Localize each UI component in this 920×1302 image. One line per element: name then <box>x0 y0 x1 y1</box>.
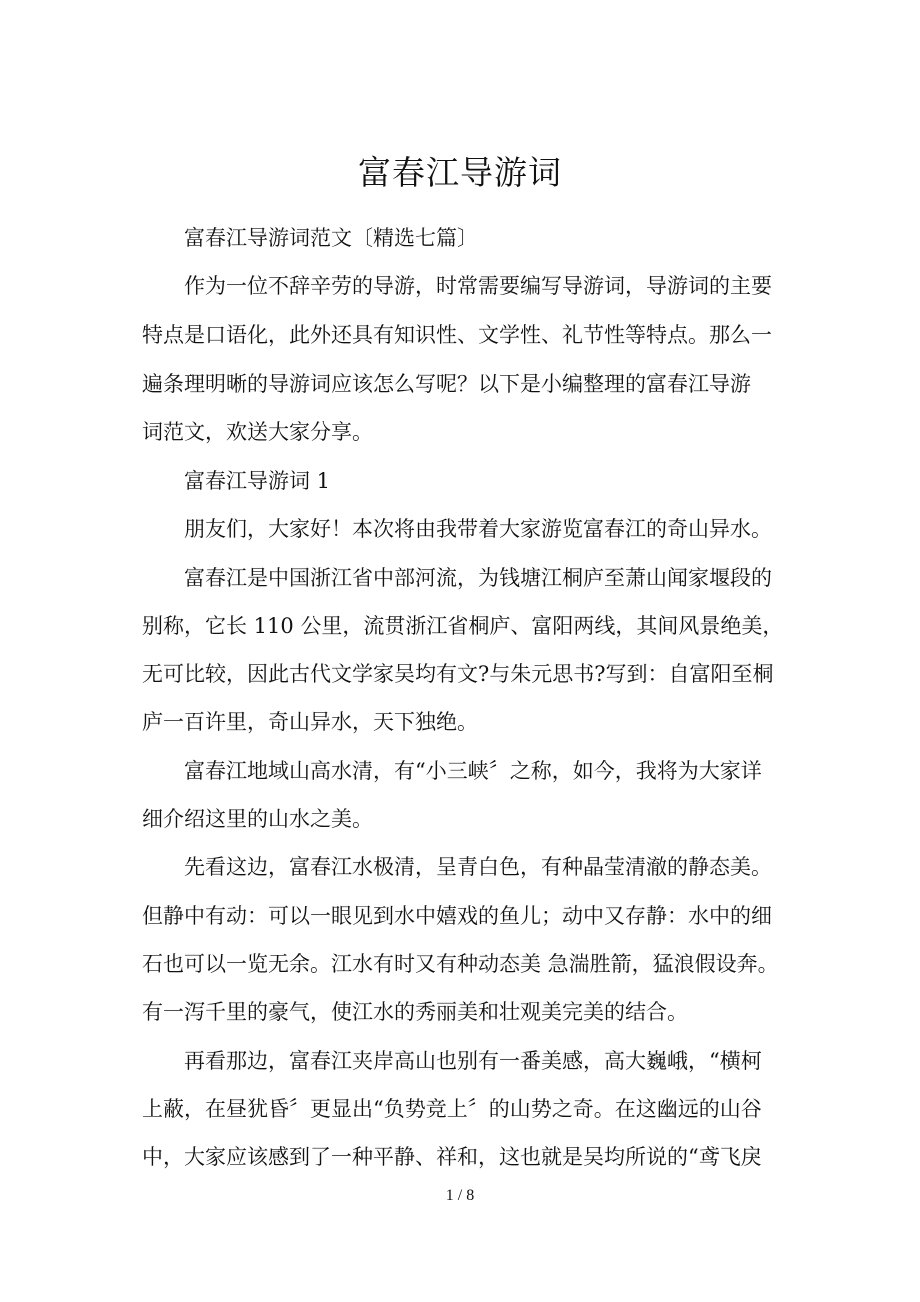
paragraph-line: 富春江地域山高水清，有“小三峡〞之称，如今，我将为大家详 <box>184 759 762 783</box>
paragraph-line: 特点是口语化，此外还具有知识性、文学性、礼节性等特点。那么一 <box>142 323 772 347</box>
paragraph-line: 遍条理明晰的导游词应该怎么写呢？以下是小编整理的富春江导游 <box>142 372 751 396</box>
page-title: 富春江导游词 <box>358 153 562 192</box>
section-heading: 富春江导游词 1 <box>184 469 331 493</box>
paragraph-line: 但静中有动：可以一眼见到水中嬉戏的鱼儿；动中又存静：水中的细 <box>142 904 772 928</box>
paragraph-line: 石也可以一览无余。江水有时又有种动态美 急湍胜箭，猛浪假设奔。 <box>142 952 779 976</box>
paragraph-line: 作为一位不辞辛劳的导游，时常需要编写导游词，导游词的主要 <box>184 274 772 298</box>
paragraph-line: 上蔽，在昼犹昏〞更显出“负势竞上〞的山势之奇。在这幽远的山谷 <box>142 1097 762 1121</box>
paragraph-line: 朋友们，大家好！本次将由我带着大家游览富春江的奇山异水。 <box>184 517 772 541</box>
paragraph-line: 再看那边，富春江夹岸高山也别有一番美感，高大巍峨，“横柯 <box>184 1049 762 1073</box>
paragraph-line: 无可比较，因此古代文学家吴均有文?与朱元思书?写到：自富阳至桐 <box>142 662 774 686</box>
paragraph-line: 富春江是中国浙江省中部河流，为钱塘江桐庐至萧山闻家堰段的 <box>184 566 772 590</box>
paragraph-line: 有一泻千里的豪气，使江水的秀丽美和壮观美完美的结合。 <box>142 1000 688 1024</box>
paragraph-line: 庐一百许里，奇山异水，天下独绝。 <box>142 710 478 734</box>
paragraph-line: 中，大家应该感到了一种平静、祥和，这也就是吴均所说的“鸢飞戾 <box>142 1145 762 1169</box>
paragraph-line: 别称，它长 110 公里，流贯浙江省桐庐、富阳两线，其间风景绝美， <box>142 614 784 638</box>
document-subtitle: 富春江导游词范文〔精选七篇〕 <box>184 226 478 250</box>
paragraph-line: 先看这边，富春江水极清，呈青白色，有种晶莹清澈的静态美。 <box>184 855 772 879</box>
paragraph-line: 细介绍这里的山水之美。 <box>142 807 373 831</box>
page-number: 1 / 8 <box>445 1187 475 1204</box>
paragraph-line: 词范文，欢送大家分享。 <box>142 420 373 444</box>
